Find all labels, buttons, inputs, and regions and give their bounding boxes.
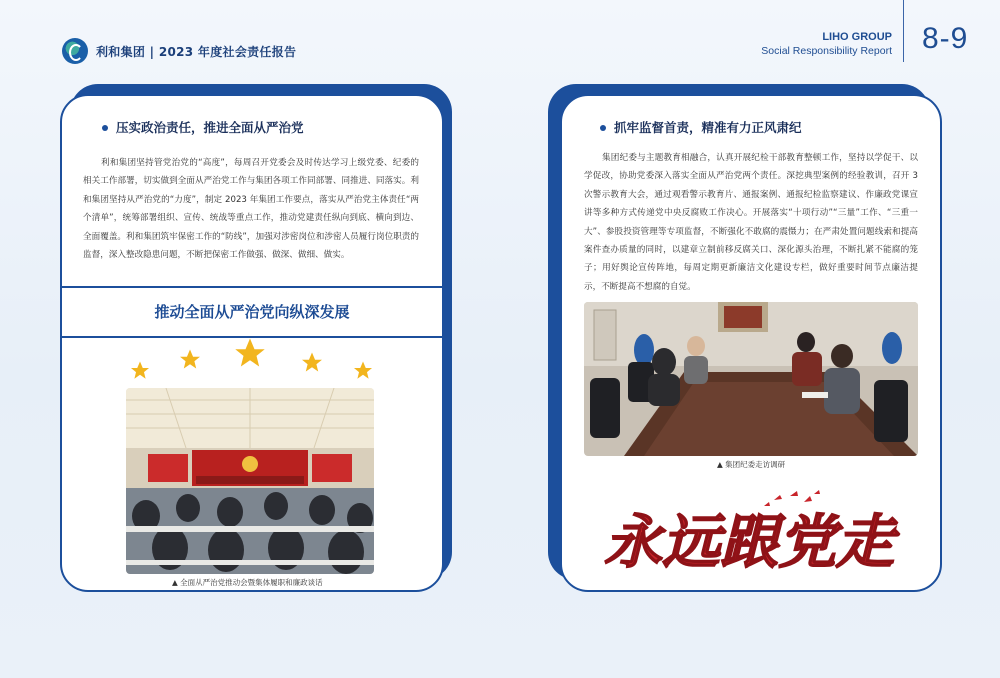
bullet-dot-icon xyxy=(102,125,108,131)
left-photo-caption: ▲ 全面从严治党推动会暨集体履职和廉政谈话 xyxy=(172,578,323,587)
meeting-hall-photo xyxy=(126,388,374,574)
company-logo-icon xyxy=(62,38,88,64)
slogan-calligraphy xyxy=(594,488,904,580)
right-panel xyxy=(560,94,942,592)
header-english xyxy=(761,30,892,58)
page-number: 8-9 xyxy=(922,22,969,55)
company-name-en: LIHO GROUP xyxy=(822,31,892,43)
bullet-dot-icon xyxy=(600,125,606,131)
report-header xyxy=(62,38,296,64)
section-banner xyxy=(62,286,442,338)
banner-title: 推动全面从严治党向纵深发展 xyxy=(154,303,350,321)
right-photo-caption: ▲ 集团纪委走访调研 xyxy=(717,460,786,469)
left-paragraph: 利和集团坚持管党治党的“高度”，每周召开党委会及时传达学习上级党委、纪委的相关工作部署，切实做到全面从严治党工作与集团各项工作同部署、同推进、同落实。利和集团坚持从严治党的“力度”，制定 2023 年集团工作要点，落实从严治党主体责任“两个清单”，统筹部署组织、宣传、统战等重点工作，推动党建责任纵向到底、横向到边、全面覆盖。利和集团筑牢保密工作的“防线”，加强对涉密岗位和涉密人员履行岗位职责的监督，深入整改隐患问题，不断把保密工作做强、做深、做细、做实。 xyxy=(83,158,419,261)
office-meeting-photo xyxy=(584,302,918,456)
right-paragraph: 集团纪委与主题教育相融合，认真开展纪检干部教育整顿工作，坚持以学促干、以学促改，协助党委深入落实全面从严治党两个责任。深挖典型案例的经验教训，召开 3 次警示教育大会，通过观看警示教育片、通报案例、通报纪检监察建议、作廉政党课宣讲等多种方式传递党中央反腐败工作决心。开展落实“十项行动”“三量”工作、“三重一大”、参股投资管理等专项监督，不断强化不敢腐的震慑力；在严肃处置问题线索和提高案件查办质量的同时，以建章立制前移反腐关口、深化源头治理，不断扎紧不能腐的笼子；用好舆论宣传阵地，每周定期更新廉洁文化建设专栏，做好重要时间节点廉洁提示，不断提高不想腐的自觉。 xyxy=(584,153,918,292)
left-panel xyxy=(60,94,444,592)
flying-birds-icon xyxy=(764,490,820,506)
report-title: 利和集团 | 2023 年度社会责任报告 xyxy=(96,44,297,59)
header-divider xyxy=(903,0,904,62)
left-section-heading: 压实政治责任，推进全面从严治党 xyxy=(102,118,304,136)
right-section-heading: 抓牢监督首责，精准有力正风肃纪 xyxy=(600,118,802,136)
stars-decoration-icon xyxy=(122,336,382,386)
slogan-text: 永远跟党走 xyxy=(603,508,895,576)
report-name-en: Social Responsibility Report xyxy=(761,45,892,57)
